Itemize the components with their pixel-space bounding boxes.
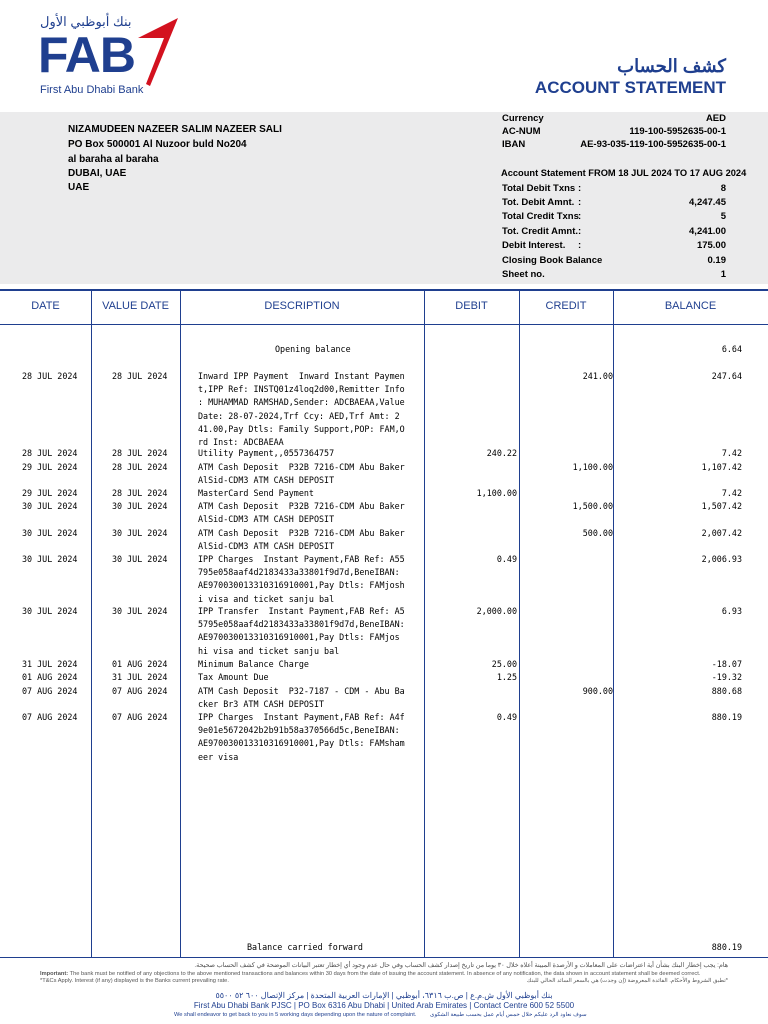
row-debit: 0.49: [496, 712, 517, 722]
summary-colon: :: [578, 197, 582, 208]
row-balance: 2,006.93: [701, 554, 742, 564]
row-debit: 1,100.00: [476, 488, 517, 498]
row-value-date: 30 JUL 2024: [112, 528, 168, 538]
bank-name: First Abu Dhabi Bank: [40, 84, 144, 96]
summary-colon: :: [578, 240, 582, 251]
summary-colon: :: [578, 211, 582, 222]
row-description: ATM Cash Deposit P32B 7216-CDM Abu Baker AlSid-CDM3 ATM CASH DEPOSIT: [198, 528, 405, 552]
row-date: 07 AUG 2024: [22, 686, 78, 696]
row-value-date: 31 JUL 2024: [112, 672, 168, 682]
row-credit: 1,500.00: [572, 501, 613, 511]
currency-value: AED: [705, 113, 726, 124]
address-english: First Abu Dhabi Bank PJSC | PO Box 6316 Abu Dhabi | United Arab Emirates | Contact Centre 600 52 5500: [193, 1001, 575, 1010]
row-date: 31 JUL 2024: [22, 659, 78, 669]
iban-label: IBAN: [502, 139, 526, 150]
row-value-date: 28 JUL 2024: [112, 462, 168, 472]
row-date: 30 JUL 2024: [22, 501, 78, 511]
row-value-date: 28 JUL 2024: [112, 488, 168, 498]
row-date: 29 JUL 2024: [22, 488, 78, 498]
row-credit: 241.00: [582, 371, 613, 381]
row-credit: 500.00: [582, 528, 613, 538]
row-balance: 1,507.42: [701, 501, 742, 511]
summary-colon: :: [578, 183, 582, 194]
row-debit: 25.00: [491, 659, 517, 669]
arabic-notice: هام: يجب إخطار البنك بشأن أية اعتراضات على المعاملات و الأرصدة المبينة أعلاه خلال ٣٠ يوما من تاريخ إصدار كشف الحساب وفي حال عدم وجود أي إخطار تعتبر البيانات الموضحة في كشف الحساب صحيحة.: [194, 962, 728, 969]
currency-label: Currency: [502, 113, 544, 124]
table-bottom-rule: [0, 957, 768, 958]
summary-value: 0.19: [707, 255, 726, 266]
row-value-date: 07 AUG 2024: [112, 686, 168, 696]
column-divider: [613, 290, 614, 958]
row-value-date: 28 JUL 2024: [112, 371, 168, 381]
row-balance: -19.32: [711, 672, 742, 682]
summary-label: Total Debit Txns: [502, 183, 576, 194]
row-value-date: 01 AUG 2024: [112, 659, 168, 669]
row-description: IPP Charges Instant Payment,FAB Ref: A4f 9e01e5672042b2b91b58a370566d5c,BeneIBAN: AE970030013310316910001,Pay Dtls: FAMsham eer visa: [198, 712, 405, 762]
row-date: 30 JUL 2024: [22, 528, 78, 538]
row-balance: 880.19: [711, 712, 742, 722]
row-debit: 0.49: [496, 554, 517, 564]
summary-label: Tot. Debit Amnt.: [502, 197, 575, 208]
opening-balance-label: Opening balance: [275, 344, 351, 354]
row-description: IPP Charges Instant Payment,FAB Ref: A55 795e058aaf4d2183433a33801f9d7d,BeneIBAN: AE970030013310316910001,Pay Dtls: FAMjosh i visa and ticket sanju bal: [198, 554, 405, 604]
opening-balance-value: 6.64: [721, 344, 742, 354]
iban-value: AE-93-035-119-100-5952635-00-1: [580, 139, 726, 150]
row-balance: 7.42: [721, 448, 742, 458]
row-description: Minimum Balance Charge: [198, 659, 309, 669]
header-rule: [0, 324, 768, 325]
row-date: 30 JUL 2024: [22, 606, 78, 616]
logo-arabic-text: بنك أبوظبي الأول: [40, 14, 132, 29]
column-divider: [424, 290, 425, 958]
summary-label: Tot. Credit Amnt.: [502, 226, 578, 237]
account-info-band: [0, 112, 768, 284]
page-title: ACCOUNT STATEMENT: [534, 78, 726, 97]
response-english: We shall endeavor to get back to you in 5 working days depending upon the nature of complaint.: [174, 1012, 417, 1018]
column-header-credit: CREDIT: [545, 300, 587, 312]
tc-arabic: *تطبق الشروط والأحكام. الفائدة المعروضة (إن وجدت) هي بالسعر السائد الحالي للبنك: [526, 978, 728, 984]
statement-period: Account Statement FROM 18 JUL 2024 TO 17 AUG 2024: [501, 168, 747, 178]
summary-value: 175.00: [696, 240, 726, 251]
tc-english: *T&Cs Apply. Interest (if any) displayed is the Banks current prevailing rate.: [40, 978, 229, 984]
column-header-debit: DEBIT: [455, 300, 488, 312]
row-date: 01 AUG 2024: [22, 672, 78, 682]
row-balance: 1,107.42: [701, 462, 742, 472]
logo-flag-icon: [136, 18, 182, 88]
row-debit: 240.22: [486, 448, 517, 458]
row-credit: 900.00: [582, 686, 613, 696]
row-description: IPP Transfer Instant Payment,FAB Ref: A5 5795e058aaf4d2183433a33801f9d7d,BeneIBAN: AE970030013310316910001,Pay Dtls: FAMjos hi visa and ticket sanju bal: [198, 606, 405, 656]
summary-value: 4,247.45: [689, 197, 726, 208]
row-date: 29 JUL 2024: [22, 462, 78, 472]
row-debit: 2,000.00: [476, 606, 517, 616]
row-value-date: 07 AUG 2024: [112, 712, 168, 722]
address-line: UAE: [68, 182, 90, 193]
column-divider: [180, 290, 181, 958]
row-description: Utility Payment,,0557364757: [198, 448, 335, 458]
carried-forward-value: 880.19: [711, 942, 742, 952]
column-header-value-date: VALUE DATE: [102, 300, 169, 312]
row-credit: 1,100.00: [572, 462, 613, 472]
summary-value: 5: [720, 211, 726, 222]
summary-value: 8: [720, 183, 726, 194]
row-description: ATM Cash Deposit P32B 7216-CDM Abu Baker AlSid-CDM3 ATM CASH DEPOSIT: [198, 501, 405, 525]
summary-label: Closing Book Balance: [502, 255, 603, 266]
row-description: ATM Cash Deposit P32-7187 - CDM - Abu Ba cker Br3 ATM CASH DEPOSIT: [198, 686, 405, 710]
row-balance: -18.07: [711, 659, 742, 669]
row-value-date: 30 JUL 2024: [112, 606, 168, 616]
row-balance: 6.93: [721, 606, 742, 616]
address-line: al baraha al baraha: [68, 154, 159, 165]
important-notice: [40, 971, 728, 978]
row-balance: 7.42: [721, 488, 742, 498]
customer-name: NIZAMUDEEN NAZEER SALIM NAZEER SALI: [68, 124, 282, 135]
summary-label: Sheet no.: [502, 269, 545, 280]
summary-colon: :: [578, 226, 582, 237]
row-debit: 1.25: [496, 672, 517, 682]
row-balance: 2,007.42: [701, 528, 742, 538]
table-top-rule: [0, 289, 768, 291]
row-description: Inward IPP Payment Inward Instant Paymen t,IPP Ref: INSTQ01z4loq2d00,Remitter Info : MUHAMMAD RAMSHAD,Sender: ADCBAEAA,Value Date: 28-07-2024,Trf Ccy: AED,Trf Amt: 2 41.00,Pay Dtls: Family Support,POP: FAM,O rd Inst: ADCBAEAA: [198, 371, 405, 448]
row-balance: 247.64: [711, 371, 742, 381]
summary-value: 1: [720, 269, 726, 280]
important-label: Important:: [40, 971, 69, 977]
address-line: PO Box 500001 Al Nuzoor buld No204: [68, 139, 247, 150]
response-arabic: سوف نعاود الرد عليكم خلال خمس أيام عمل بحسب طبيعة الشكوى: [430, 1012, 587, 1018]
row-description: ATM Cash Deposit P32B 7216-CDM Abu Baker AlSid-CDM3 ATM CASH DEPOSIT: [198, 462, 405, 486]
summary-label: Debit Interest.: [502, 240, 566, 251]
summary-label: Total Credit Txns: [502, 211, 579, 222]
column-header-balance: BALANCE: [664, 300, 717, 312]
column-header-date: DATE: [31, 300, 60, 312]
row-description: Tax Amount Due: [198, 672, 269, 682]
acnum-label: AC-NUM: [502, 126, 541, 137]
row-date: 30 JUL 2024: [22, 554, 78, 564]
row-balance: 880.68: [711, 686, 742, 696]
acnum-value: 119-100-5952635-00-1: [629, 126, 726, 137]
row-date: 07 AUG 2024: [22, 712, 78, 722]
bank-logo: FAB: [38, 27, 135, 83]
column-divider: [91, 290, 92, 958]
column-divider: [519, 290, 520, 958]
title-arabic: كشف الحساب: [617, 56, 726, 76]
summary-value: 4,241.00: [689, 226, 726, 237]
row-date: 28 JUL 2024: [22, 371, 78, 381]
row-description: MasterCard Send Payment: [198, 488, 314, 498]
row-date: 28 JUL 2024: [22, 448, 78, 458]
row-value-date: 30 JUL 2024: [112, 501, 168, 511]
column-header-description: DESCRIPTION: [264, 300, 340, 312]
carried-forward-label: Balance carried forward: [247, 942, 363, 952]
row-value-date: 30 JUL 2024: [112, 554, 168, 564]
address-line: DUBAI, UAE: [68, 168, 127, 179]
important-text: The bank must be notified of any objections to the above mentioned transactions and balances within 30 days from the date of issuing the account statement. In absence of any notification, the data shown in account statement shall be deemed correct.: [69, 971, 701, 977]
row-value-date: 28 JUL 2024: [112, 448, 168, 458]
address-arabic: بنك أبوظبي الأول ش.م.ع | ص.ب ٦٣١٦، أبوظبي | الإمارات العربية المتحدة | مركز الإتصال ٦٠٠ ٥٢ ٥٥٠٠: [215, 991, 553, 1000]
